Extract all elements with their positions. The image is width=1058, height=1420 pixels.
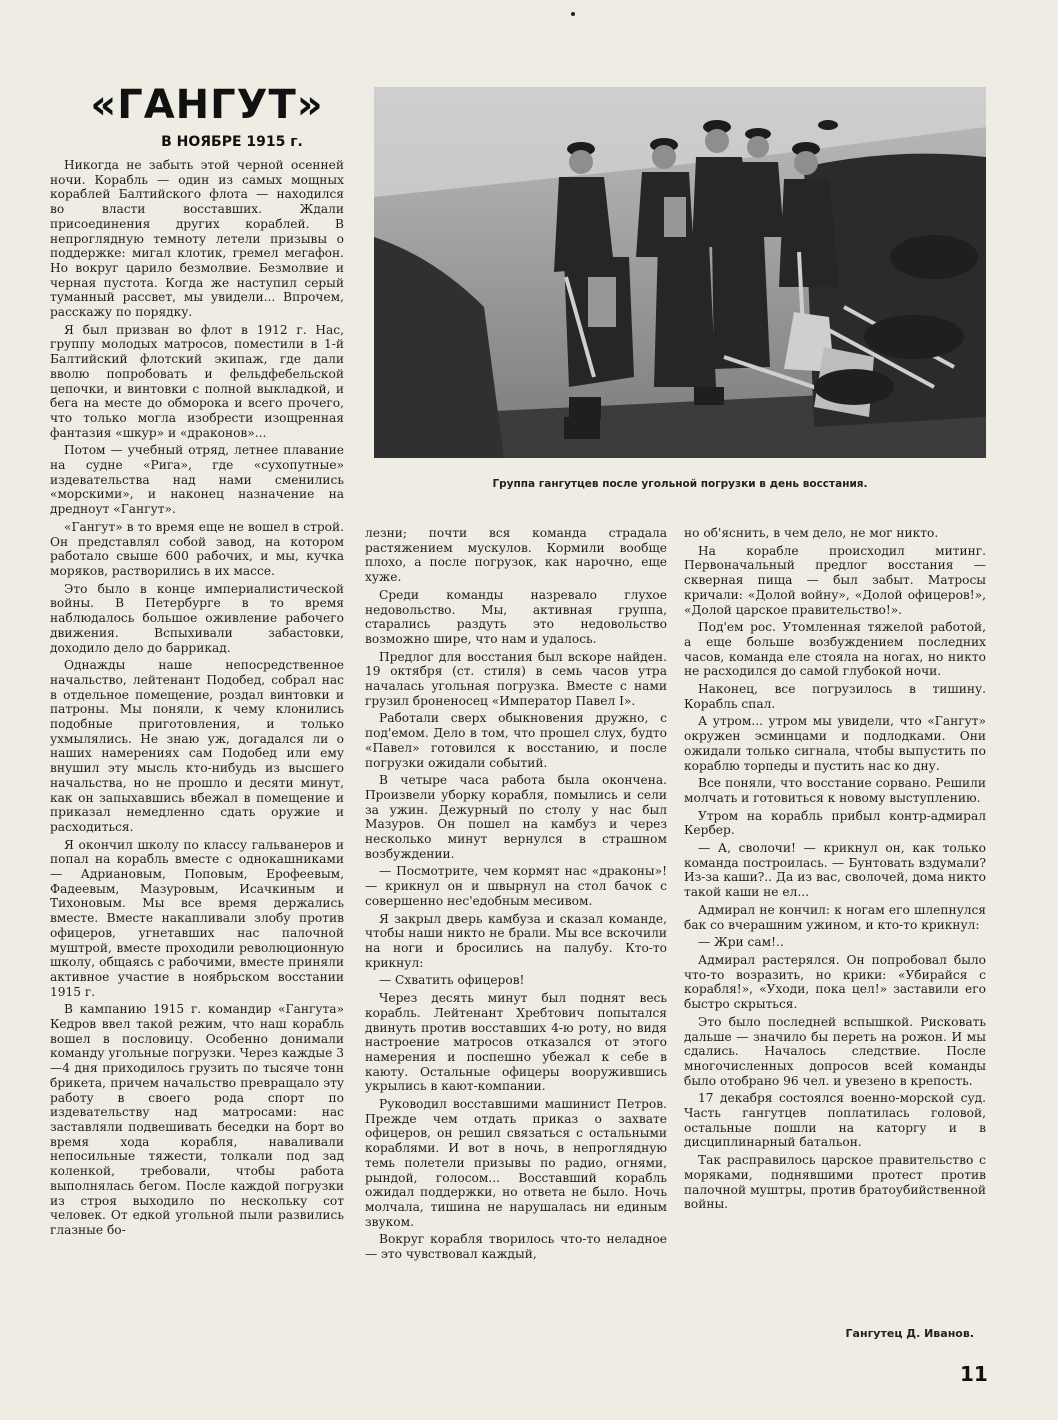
paragraph: 17 декабря состоялся военно-морской суд. Часть гангутцев поплатилась головой, остальные пошли на каторгу и в дисциплинарный батальон. — [684, 1091, 986, 1150]
paragraph: Никогда не забыть этой черной осенней ночи. Корабль — один из самых мощных кораблей Балтийского флота — находился во власти восставших. Ждали присоединения других кораблей. В непроглядную темноту летели призывы о поддержке: мигал клотик, гремел мегафон. Но вокруг царило безмолвие. Безмолвие и черная пустота. Когда же наступил серый туманный рассвет, мы увидели... Впрочем, расскажу по порядку. — [50, 158, 344, 320]
paragraph: Это было в конце империалистической войны. В Петербурге в то время наблюдалось большое оживление рабочего движения. Вспыхивали забастовки, доходило дело до баррикад. — [50, 581, 344, 655]
article-header — [82, 84, 332, 150]
paragraph: Среди команды назревало глухое недовольство. Мы, активная группа, старались раздуть это недовольство возможно шире, что нам и удалось. — [365, 587, 667, 646]
paragraph: «Гангут» в то время еще не вошел в строй. Он представлял собой завод, на котором работало свыше 600 рабочих, и мы, кучка моряков, растворились в их массе. — [50, 519, 344, 578]
article-title: «ГАНГУТ» — [90, 82, 324, 128]
article-subtitle: В НОЯБРЕ 1915 г. — [161, 134, 303, 150]
paragraph: На корабле происходил митинг. Первоначальный предлог восстания — скверная пища — был забыт. Матросы кричали: «Долой войну», «Долой офицеров!», «Долой царское правительство!». — [684, 543, 986, 617]
paragraph: Работали сверх обыкновения дружно, с под'емом. Дело в том, что прошел слух, будто «Павел» готовился к восстанию, и после погрузки ожидали событий. — [365, 711, 667, 770]
paragraph: Адмирал не кончил: к ногам его шлепнулся бак со вчерашним ужином, и кто-то крикнул: — [684, 902, 986, 932]
paragraph: Под'ем рос. Утомленная тяжелой работой, а еще больше возбуждением последних часов, команда еле стояла на ногах, но никто не расходился до самой глубокой ночи. — [684, 620, 986, 679]
paragraph: Я был призван во флот в 1912 г. Нас, группу молодых матросов, поместили в 1-й Балтийский флотский экипаж, где дали вволю попробовать и фельдфебельской цепочки, и винтовки с полной выкладкой, и бега на месте до обморока и всего прочего, что только могла изобрести изощренная фантазия «шкур» и «драконов»... — [50, 322, 344, 440]
paragraph: Это было последней вспышкой. Рисковать дальше — значило бы переть на рожон. И мы сдались. Началось следствие. После многочисленных допросов всей команды было отобрано 96 чел. и увезено в крепость. — [684, 1014, 986, 1088]
photo-caption: Группа гангутцев после угольной погрузки в день восстания. — [492, 478, 868, 490]
paragraph: Через десять минут был поднят весь корабль. Лейтенант Хребтович попытался двинуть против восставших 4-ю роту, но видя настроение матросов отказался от этого намерения и поспешно убежал к себе в каюту. Остальные офицеры вооружившись укрылись в кают-компании. — [365, 991, 667, 1094]
paragraph: В кампанию 1915 г. командир «Гангута» Кедров ввел такой режим, что наш корабль вошел в пословицу. Особенно донимали команду угольные погрузки. Через каждые 3—4 дня приходилось грузить по тысяче тонн брикета, причем начальство превращало эту работу в своего рода спорт по издевательству над матросами: нас заставляли подвешивать беседки на борт во время хода корабля, наваливали непосильные тяжести, толкали под зад коленкой, требовали, чтобы работа выполнялась бегом. После каждой погрузки из строя выходило по нескольку сот человек. От едкой угольной пыли развились глазные бо- — [50, 1002, 344, 1237]
text-column-3 — [684, 526, 986, 1346]
paragraph: Адмирал растерялся. Он попробовал было что-то возразить, но крики: «Убирайся с корабля!», «Уходи, пока цел!» заставили его быстро скрыться. — [684, 952, 986, 1012]
paragraph: Я закрыл дверь камбуза и сказал команде, чтобы наши никто не брали. Мы все вскочили на ноги и бросились на палубу. Кто-то крикнул: — [365, 911, 667, 970]
paragraph: Все поняли, что восстание сорвано. Решили молчать и готовиться к новому выступлению. — [684, 776, 986, 805]
paragraph: — Схватить офицеров! — [379, 973, 525, 988]
paragraph: Я окончил школу по классу гальванеров и попал на корабль вместе с однокашниками — Адриановым, Поповым, Ерофеевым, Фадеевым, Мазуровым, Исачкиным и Тихоновым. Мы все время держались вместе. Вместе накапливали злобу против офицеров, угнетавших нас палочной муштрой, вместе проходили революционную школу, общаясь с рабочими, вместе приняли активное участие в ноябрьском восстании 1915 г. — [50, 837, 344, 999]
paragraph: Руководил восставшими машинист Петров. Прежде чем отдать приказ о захвате офицеров, он решил связаться с остальными кораблями. И вот в ночь, в непроглядную темь полетели призывы по радио, огнями, рындой, голосом... Восставший корабль ожидал поддержки, но ответа не было. Ночь молчала, тишина не нарушалась ни единым звуком. — [365, 1097, 667, 1229]
paragraph: Потом — учебный отряд, летнее плавание на судне «Рига», где «сухопутные» издевательства над нами сменились «морскими», и наконец назначение на дредноут «Гангут». — [50, 443, 344, 517]
author-signature: Гангутец Д. Иванов. — [845, 1327, 974, 1340]
print-speck — [571, 12, 575, 16]
paragraph: В четыре часа работа была окончена. Произвели уборку корабля, помылись и сели за ужин. Дежурный по столу у нас был Мазуров. Он пошел на камбуз и через несколько минут вернулся в страшном возбуждении. — [365, 773, 667, 861]
paragraph: — Посмотрите, чем кормят нас «драконы»! — крикнул он и швырнул на стол бачок с совершенно нес'едобным месивом. — [365, 864, 667, 908]
text-column-1 — [50, 158, 344, 1340]
paragraph: Однажды наше непосредственное начальство, лейтенант Подобед, собрал нас в отдельное помещение, роздал винтовки и патроны. Мы поняли, к чему клонились подобные приготовления, и только ухмылялись. Не знаю уж, догадался ли о наших намерениях сам Подобед или ему внушил эту мысль кто-нибудь из высшего начальства, но не прошло и десяти минут, как он запыхавшись вбежал в помещение и приказал немедленно сдать оружие и расходиться. — [50, 658, 344, 834]
paragraph: А утром... утром мы увидели, что «Гангут» окружен эсминцами и подлодками. Они ожидали только сигнала, чтобы выпустить по кораблю торпеды и пустить нас ко дну. — [684, 714, 986, 773]
article-photo — [374, 87, 986, 458]
paragraph: Так расправилось царское правительство с моряками, поднявшими протест против палочной муштры, против братоубийственной войны. — [684, 1153, 986, 1212]
paragraph: — Жри сам!.. — [698, 935, 784, 950]
paragraph: — А, сволочи! — крикнул он, как только команда построилась. — Бунтовать вздумали? Из-за каши?.. Да из вас, сволочей, дома никто такой каши не ел... — [684, 841, 986, 900]
text-column-2 — [365, 526, 667, 1346]
paragraph: но об'яснить, в чем дело, не мог никто. — [684, 526, 939, 540]
paragraph: Вокруг корабля творилось что-то неладное — это чувствовал каждый, — [365, 1232, 667, 1262]
page-number: 11 — [960, 1362, 988, 1386]
paragraph: Наконец, все погрузилось в тишину. Корабль спал. — [684, 682, 986, 711]
paragraph: лезни; почти вся команда страдала растяжением мускулов. Кормили вообще плохо, а после погрузок, как нарочно, еще хуже. — [365, 526, 667, 585]
paragraph: Утром на корабль прибыл контр-адмирал Кербер. — [684, 808, 986, 838]
paragraph: Предлог для восстания был вскоре найден. 19 октября (ст. стиля) в семь часов утра началась угольная погрузка. Вместе с нами грузил броненосец «Император Павел I». — [365, 649, 667, 708]
